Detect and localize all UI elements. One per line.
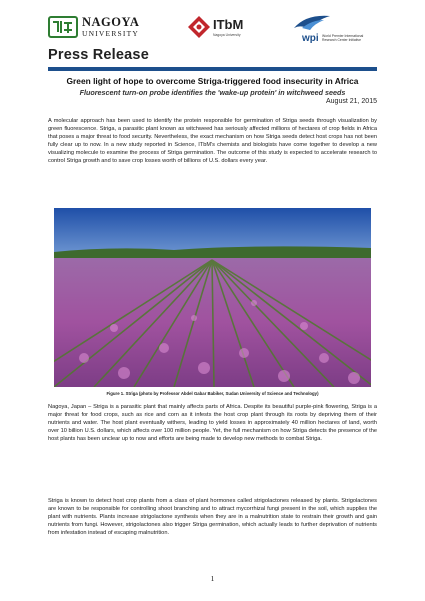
intro-paragraph: A molecular approach has been used to identify the protein responsible for germination of Striga seeds through visualization by green fluorescence. Striga, a parasitic plant known as witchweed has seriously affected millions of hectares of crop fields in Africa that poses a major threat to food security. Nevertheless, the exact mechanism on how Striga seeds detect host crops has not been fully clear up to now. In a new study reported in Science, ITbM's chemists and biologists have come together to develop a new visualizing molecule to examine the process of Striga germination. The outcome of this study is expected to accelerate research to control Striga growth and to save crop losses worth of billions of U.S. dollars every year.: [48, 118, 377, 164]
striga-field-photo: [54, 208, 371, 387]
body-paragraph-1: Nagoya, Japan – Striga is a parasitic plant that mainly affects parts of Africa. Despite its beautiful purple-pink flowering, Striga is a major threat for food crops, such as rice and corn as it infests the host crop plant through its roots by depriving them of their nutrients and water. The host plant eventually withers, leading to yield losses in approximately 40 million hectares of land, worth over 10 billion U.S. dollars, which affects over 100 million people. Yet, the full mechanism on how Striga detects the presence of the host plants has been unclear up to now and efforts are being made to develop new methods to combat Striga.: [48, 404, 377, 442]
nagoya-emblem-icon: [48, 16, 78, 38]
article-headline: Green light of hope to overcome Striga-triggered food insecurity in Africa: [66, 76, 359, 86]
press-release-title: Press Release: [48, 47, 149, 63]
wpi-logo-subtitle: World Premier International Research Center Initiative: [322, 34, 364, 42]
itbm-logo-title: ITbM: [213, 17, 244, 32]
wpi-logo: [292, 12, 382, 46]
wpi-logo-title: wpi: [302, 33, 319, 44]
article-subheadline: Fluorescent turn-on probe identifies the 'wake-up protein' in witchweed seeds: [79, 88, 346, 97]
itbm-logo-mark-icon: [186, 14, 212, 40]
itbm-logo: [186, 14, 256, 42]
article-date: August 21, 2015: [326, 98, 377, 105]
nagoya-university-logo: [48, 15, 168, 41]
nagoya-logo-title: NAGOYA: [82, 15, 140, 29]
nagoya-logo-subtitle: UNIVERSITY: [82, 29, 139, 38]
itbm-logo-subtitle: Nagoya University: [213, 33, 241, 37]
body-paragraph-2: Striga is known to detect host crop plants from a class of plant hormones called strigolactones released by plants. Strigolactones are known to be responsible for controlling shoot branching and to attract mycorrhizal fungi present in the soil, which supplies the plant with nutrients. Plants increase strigolactone synthesis when they are in a malnutrition state to restrain their growth and gain nutrients from fungi. However, strigolactones also trigger Striga germination, which actually leads to further deprivation of nutrients from infestation instead of escaping malnutrition.: [48, 498, 377, 536]
figure-caption: Figure 1. Striga (photo by Professor Abdel Gabar Babiker, Sudan University of Science and Technology): [106, 391, 319, 396]
page-number: 1: [210, 574, 215, 583]
header-divider: [48, 67, 377, 71]
